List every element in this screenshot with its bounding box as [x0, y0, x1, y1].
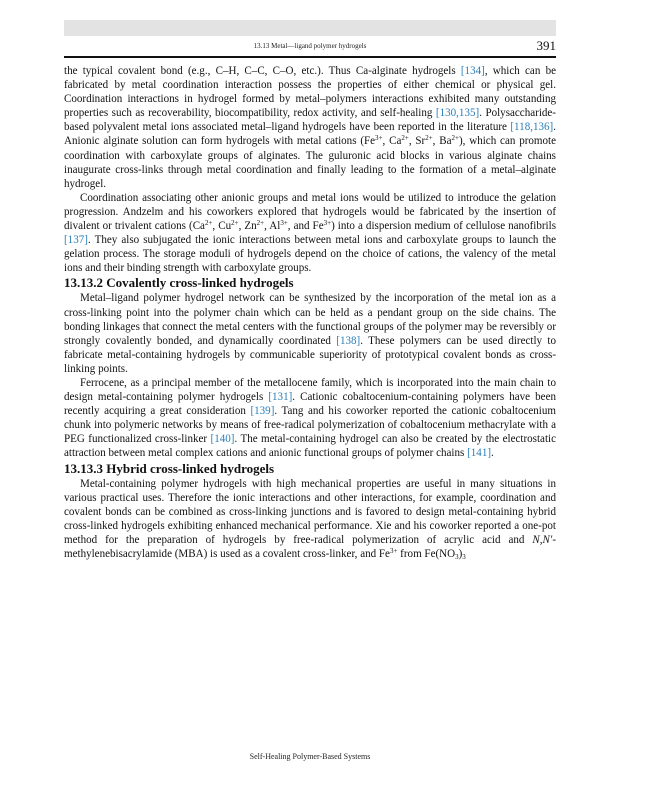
citation-link[interactable]: [141]: [467, 447, 492, 460]
citation-link[interactable]: [134]: [460, 65, 485, 77]
paragraph-3: Metal–ligand polymer hydrogel network can be synthesized by the incorporation of the metal ion as a cross-linking point into the polymer chain which can be held as a pendant group on the side chains. The bonding linkages that connect the metal centers with the functional groups of the polymer may be reversibly or strongly covalently bonded, and dynamically coordinated [138]. These polymers can be used directly to fabricate metal-containing hydrogels by communicable superiority of prototypical covalent bonds as cross-linking points.: [64, 292, 556, 375]
citation-link[interactable]: [131]: [268, 391, 293, 404]
header-band: [64, 20, 556, 36]
body-text: [64, 64, 556, 561]
paragraph-2: Coordination associating other anionic groups and metal ions would be utilized to introduce the gelation progression. Andzelm and his coworkers explored that hydrogels would be fabricated by the insertion of divalent or trivalent cations ($Ca^{2+}$, $Cu^{2+}$, $Zn^{2+}$, $Al^{3+}$, and $Fe^{3+}$) into a dispersion medium of cellulose nanofibrils [137]. They also subjugated the ionic interactions between metal ions and carboxylate groups to launch the gelation process. The storage moduli of hydrogels depend on the choice of cations, the valency of the metal ions and their binding strength with carboxylate groups.: [64, 191, 556, 275]
page-number: 391: [536, 38, 556, 53]
running-head: 13.13 Metal—ligand polymer hydrogels: [253, 42, 367, 50]
paragraph-5: Metal-containing polymer hydrogels with high mechanical properties are useful in many situations in various practical uses. Therefore the ionic interactions and other interactions, for example, coordination and covalent bonds can be combined as cross-linking junctions and is favored to design metal-containing hybrid cross-linked hydrogels exhibiting enhanced mechanical performance. Xie and his coworker reported a one-pot method for the preparation of hydrogels by free-radical polymerization of acrylic acid and N,N′-methylenebisacrylamide (MBA) is used as a covalent cross-linker, and $Fe^{3+}$ from $Fe(NO_3)_3$: [64, 477, 556, 561]
citation-link[interactable]: [137]: [64, 234, 88, 247]
header-rule: [64, 56, 556, 58]
page-header: [64, 38, 556, 54]
section-heading: 13.13.2 Covalently cross-linked hydrogels: [64, 275, 294, 291]
page-footer: Self-Healing Polymer-Based Systems: [249, 752, 371, 761]
citation-link[interactable]: [140]: [210, 433, 235, 446]
paragraph-1: the typical covalent bond (e.g., C–H, C–C, C–O, etc.). Thus Ca-alginate hydrogels [134], which can be fabricated by metal coordination interaction possess the properties of either chemical or physical gel. Coordination interactions in hydrogel formed by metal–polymers interactions exhibited many outstanding properties such as recoverability, biocompatibility, redox activity, and self-healing [130,135]. Polysaccharide-based polyvalent metal ions associated metal–ligand hydrogels have been reported in the literature [118,136]. Anionic alginate solution can form hydrogels with metal cations ($Fe^{3+}$, $Ca^{2+}$, $Sr^{2+}$, $Ba^{2+}$), which can promote coordination with carboxylate groups of alginates. The guluronic acid blocks in various alginate chains inaugurate cross-links through metal coordination and finally leading to the formation of a metal–alginate hydrogel.: [64, 65, 557, 190]
paragraph-4: Ferrocene, as a principal member of the metallocene family, which is incorporated into the main chain to design metal-containing polymer hydrogels [131]. Cationic cobaltocenium-containing polymers have been recently acquiring a great consideration [139]. Tang and his coworker reported the cationic cobaltocenium chunk into polymeric networks by means of free-radical polymerization of cobaltocenium methacrylate with a PEG functionalized cross-linker [140]. The metal-containing hydrogel can also be created by the electrostatic attraction between metal complex cations and anionic functional groups of polymer chains [141].: [64, 376, 556, 460]
citation-link[interactable]: [130,135]: [435, 107, 480, 120]
citation-link[interactable]: [118,136]: [510, 121, 554, 134]
section-heading: 13.13.3 Hybrid cross-linked hydrogels: [64, 460, 275, 476]
citation-link[interactable]: [138]: [336, 334, 361, 347]
citation-link[interactable]: [139]: [250, 405, 275, 418]
